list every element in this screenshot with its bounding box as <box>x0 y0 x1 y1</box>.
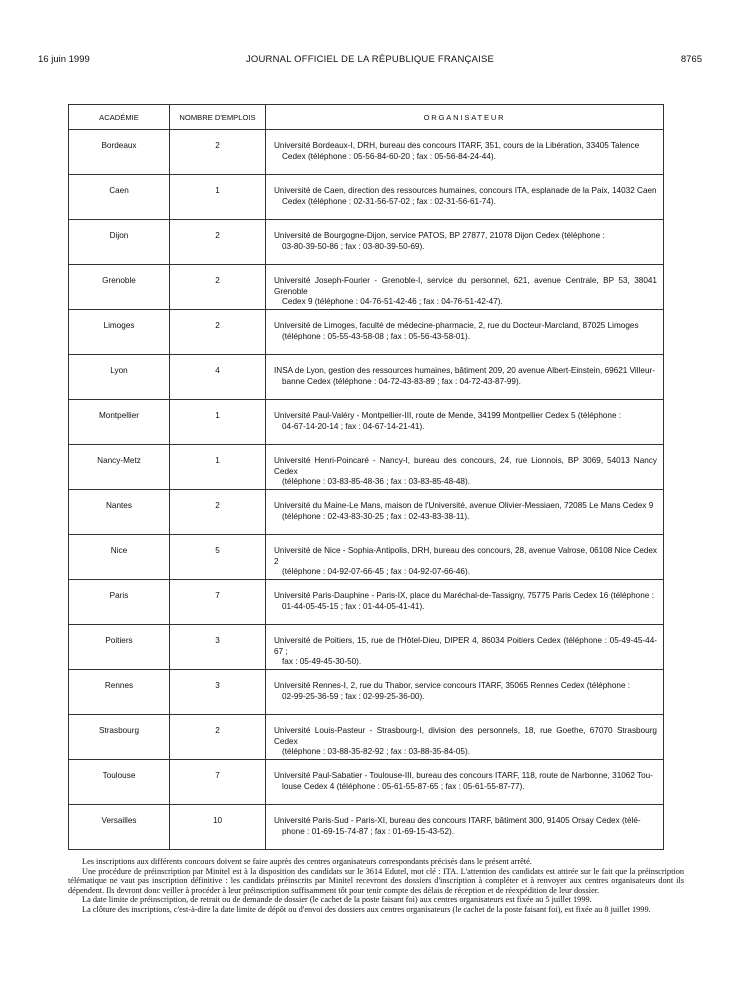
table-header-row <box>69 105 664 130</box>
organisateur-cell <box>266 805 664 850</box>
organisateur-line-1: Université Joseph-Fourier - Grenoble-I, service du personnel, 621, avenue Centrale, BP 53, 38041 Grenoble <box>274 276 657 296</box>
organisateur-cell <box>266 220 664 265</box>
column-header-nombre: NOMBRE D'EMPLOIS <box>170 105 266 130</box>
table-row <box>69 400 664 445</box>
table-row <box>69 445 664 490</box>
academie-cell: Bordeaux <box>69 130 170 175</box>
organisateur-line-2: Cedex 9 (téléphone : 04-76-51-42-46 ; fax : 04-76-51-42-47). <box>282 297 503 306</box>
organisateur-line-1: Université de Caen, direction des ressources humaines, concours ITA, esplanade de la Paix, 14032 Caen <box>274 186 657 195</box>
academie-cell: Paris <box>69 580 170 625</box>
organisateur-line-2: 04-67-14-20-14 ; fax : 04-67-14-21-41). <box>282 421 425 431</box>
organisateur-line-1: INSA de Lyon, gestion des ressources humaines, bâtiment 209, 20 avenue Albert-Einstein, 69621 Villeur- <box>274 366 655 375</box>
organisateur-cell <box>266 310 664 355</box>
table-row <box>69 760 664 805</box>
table-row <box>69 490 664 535</box>
organisateur-line-2: 02-99-25-36-59 ; fax : 02-99-25-36-00). <box>282 691 425 701</box>
academie-cell: Montpellier <box>69 400 170 445</box>
nombre-emplois-cell: 4 <box>170 355 266 400</box>
organisateur-cell <box>266 355 664 400</box>
table-row <box>69 175 664 220</box>
nombre-emplois-cell: 7 <box>170 580 266 625</box>
organisateur-line-1: Université Paris-Sud - Paris-XI, bureau des concours ITARF, bâtiment 300, 91405 Orsay Cedex (télé- <box>274 816 641 825</box>
table-row <box>69 535 664 580</box>
nombre-emplois-cell: 2 <box>170 265 266 310</box>
organisateur-cell <box>266 625 664 670</box>
nombre-emplois-cell: 2 <box>170 130 266 175</box>
page-header <box>38 54 702 70</box>
nombre-emplois-cell: 2 <box>170 490 266 535</box>
organisateur-line-2: louse Cedex 4 (téléphone : 05-61-55-87-65 ; fax : 05-61-55-87-77). <box>282 781 525 791</box>
note-paragraph: Une procédure de préinscription par Minitel est à la disposition des candidats sur le 3614 Edutel, mot clé : ITA. L'attention des candidats est attirée sur le fait que la préinscription télématique ne vaut pas inscription définitive : les candidats préinscrits par Minitel recevront des dossiers d'inscription à compléter et à renvoyer aux centres organisateurs dont ils dépendent. Ils devront donc veiller à procéder à leur préinscription suffisamment tôt pour tenir compte des délais de réception et de réexpédition de leur dossier. <box>68 866 684 895</box>
organisateur-line-1: Université Henri-Poincaré - Nancy-I, bureau des concours, 24, rue Lionnois, BP 3069, 54013 Nancy Cedex <box>274 456 657 476</box>
organisateur-line-2: fax : 05-49-45-30-50). <box>282 657 362 666</box>
table-row <box>69 220 664 265</box>
academie-cell: Nancy-Metz <box>69 445 170 490</box>
organisateur-line-1: Université de Poitiers, 15, rue de l'Hôtel-Dieu, DIPER 4, 86034 Poitiers Cedex (téléphone : 05-49-45-44-67 ; <box>274 636 657 656</box>
organisateur-line-1: Université du Maine-Le Mans, maison de l'Université, avenue Olivier-Messiaen, 72085 Le Mans Cedex 9 <box>274 501 654 510</box>
nombre-emplois-cell: 2 <box>170 220 266 265</box>
organisateur-cell <box>266 715 664 760</box>
organisateur-line-1: Université de Limoges, faculté de médecine-pharmacie, 2, rue du Docteur-Marcland, 87025 Limoges <box>274 321 639 330</box>
column-header-academie: ACADÉMIE <box>69 105 170 130</box>
note-paragraph: Les inscriptions aux différents concours doivent se faire auprès des centres organisateurs correspondants précisés dans le présent arrêté. <box>82 857 532 866</box>
nombre-emplois-cell: 10 <box>170 805 266 850</box>
organisateur-line-1: Université de Bourgogne-Dijon, service PATOS, BP 27877, 21078 Dijon Cedex (téléphone : <box>274 231 605 240</box>
header-date: 16 juin 1999 <box>38 54 90 65</box>
organisateur-line-2: 03-80-39-50-86 ; fax : 03-80-39-50-69). <box>282 241 425 251</box>
academie-cell: Rennes <box>69 670 170 715</box>
table-row <box>69 805 664 850</box>
organisateur-line-2: (téléphone : 03-88-35-82-92 ; fax : 03-88-35-84-05). <box>282 747 470 756</box>
nombre-emplois-cell: 5 <box>170 535 266 580</box>
academie-cell: Poitiers <box>69 625 170 670</box>
organisateur-line-1: Université Paris-Dauphine - Paris-IX, place du Maréchal-de-Tassigny, 75775 Paris Cedex 16 (téléphone : <box>274 591 654 600</box>
academie-cell: Versailles <box>69 805 170 850</box>
organisateur-cell <box>266 670 664 715</box>
table-body <box>69 130 664 850</box>
notes-section <box>68 857 684 915</box>
table-row <box>69 580 664 625</box>
academie-cell: Toulouse <box>69 760 170 805</box>
organisateur-cell <box>266 760 664 805</box>
organisateur-cell <box>266 400 664 445</box>
academie-cell: Caen <box>69 175 170 220</box>
table-row <box>69 265 664 310</box>
organisateur-line-2: phone : 01-69-15-74-87 ; fax : 01-69-15-43-52). <box>282 826 455 836</box>
concours-table <box>68 104 664 850</box>
organisateur-cell <box>266 490 664 535</box>
nombre-emplois-cell: 2 <box>170 715 266 760</box>
organisateur-line-1: Université Paul-Valéry - Montpellier-III, route de Mende, 34199 Montpellier Cedex 5 (téléphone : <box>274 411 622 420</box>
nombre-emplois-cell: 1 <box>170 175 266 220</box>
note-paragraph: La clôture des inscriptions, c'est-à-dire la date limite de dépôt ou d'envoi des dossiers aux centres organisateurs (le cachet de la poste faisant foi), est fixée au 8 juillet 1999. <box>82 904 651 914</box>
table-row <box>69 310 664 355</box>
organisateur-line-1: Université Paul-Sabatier - Toulouse-III, bureau des concours ITARF, 118, route de Narbonne, 31062 Tou- <box>274 771 653 780</box>
organisateur-line-2: 01-44-05-45-15 ; fax : 01-44-05-41-41). <box>282 601 425 611</box>
academie-cell: Limoges <box>69 310 170 355</box>
organisateur-line-1: Université Rennes-I, 2, rue du Thabor, service concours ITARF, 35065 Rennes Cedex (téléphone : <box>274 681 631 690</box>
academie-cell: Strasbourg <box>69 715 170 760</box>
organisateur-cell <box>266 535 664 580</box>
academie-cell: Nice <box>69 535 170 580</box>
nombre-emplois-cell: 1 <box>170 400 266 445</box>
organisateur-line-1: Université Bordeaux-I, DRH, bureau des concours ITARF, 351, cours de la Libération, 33405 Talence <box>274 141 640 150</box>
table-row <box>69 130 664 175</box>
organisateur-line-1: Université de Nice - Sophia-Antipolis, DRH, bureau des concours, 28, avenue Valrose, 06108 Nice Cedex 2 <box>274 546 657 566</box>
organisateur-line-1: Université Louis-Pasteur - Strasbourg-I, division des personnels, 18, rue Goethe, 67070 Strasbourg Cedex <box>274 726 657 746</box>
nombre-emplois-cell: 7 <box>170 760 266 805</box>
nombre-emplois-cell: 3 <box>170 625 266 670</box>
table-row <box>69 355 664 400</box>
table-row <box>69 715 664 760</box>
organisateur-line-2: (téléphone : 04-92-07-66-45 ; fax : 04-92-07-66-46). <box>282 567 470 576</box>
organisateur-cell <box>266 175 664 220</box>
organisateur-line-2: Cedex (téléphone : 02-31-56-57-02 ; fax : 02-31-56-61-74). <box>282 196 496 206</box>
academie-cell: Grenoble <box>69 265 170 310</box>
table-row <box>69 625 664 670</box>
organisateur-cell <box>266 580 664 625</box>
table-row <box>69 670 664 715</box>
nombre-emplois-cell: 2 <box>170 310 266 355</box>
organisateur-line-2: (téléphone : 05-55-43-58-08 ; fax : 05-56-43-58-01). <box>282 331 470 341</box>
academie-cell: Lyon <box>69 355 170 400</box>
nombre-emplois-cell: 3 <box>170 670 266 715</box>
column-header-organisateur: ORGANISATEUR <box>266 105 664 130</box>
organisateur-line-2: banne Cedex (téléphone : 04-72-43-83-89 ; fax : 04-72-43-87-99). <box>282 376 521 386</box>
organisateur-cell <box>266 445 664 490</box>
organisateur-line-2: (téléphone : 02-43-83-30-25 ; fax : 02-43-83-38-11). <box>282 511 470 521</box>
note-paragraph: La date limite de préinscription, de retrait ou de demande de dossier (le cachet de la poste faisant foi) aux centres organisateurs est fixée au 5 juillet 1999. <box>82 895 592 905</box>
academie-cell: Dijon <box>69 220 170 265</box>
header-journal-title: JOURNAL OFFICIEL DE LA RÉPUBLIQUE FRANÇAISE <box>245 54 495 65</box>
nombre-emplois-cell: 1 <box>170 445 266 490</box>
header-page-number: 8765 <box>680 54 702 65</box>
academie-cell: Nantes <box>69 490 170 535</box>
organisateur-cell <box>266 130 664 175</box>
organisateur-cell <box>266 265 664 310</box>
organisateur-line-2: Cedex (téléphone : 05-56-84-60-20 ; fax : 05-56-84-24-44). <box>282 151 496 161</box>
organisateur-line-2: (téléphone : 03-83-85-48-36 ; fax : 03-83-85-48-48). <box>282 477 470 486</box>
